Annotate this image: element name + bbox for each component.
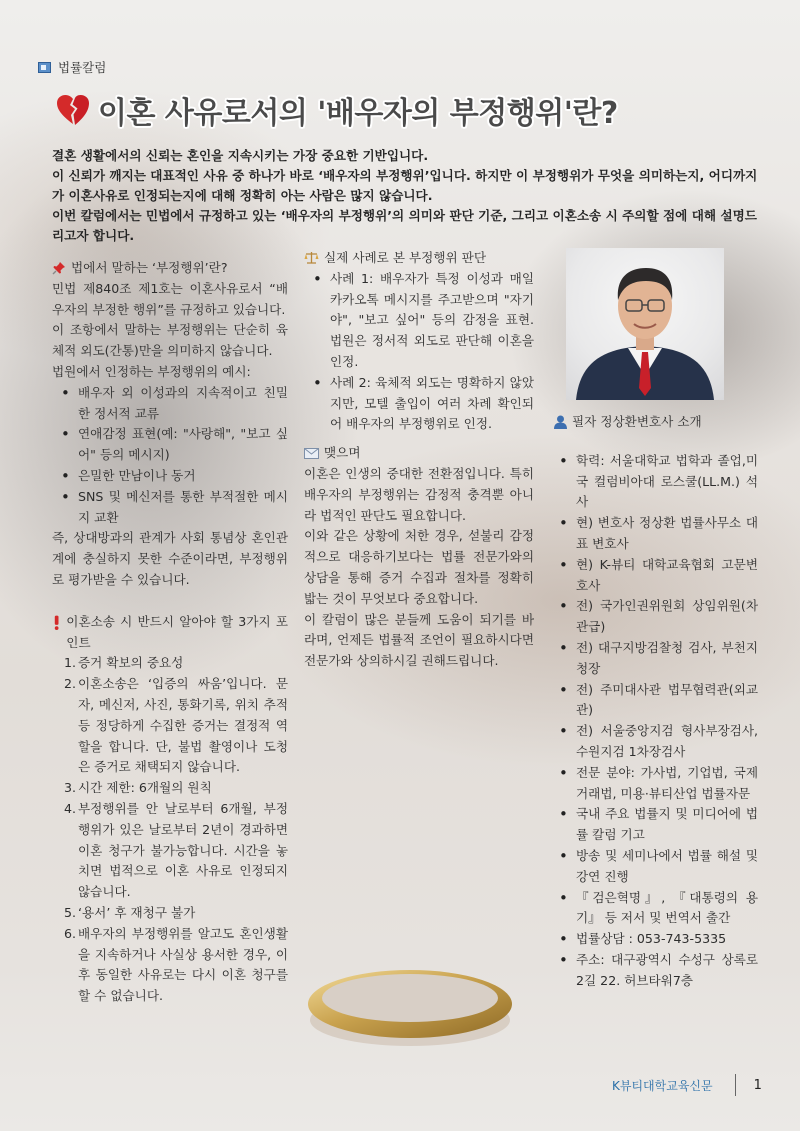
paragraph: 법원에서 인정하는 부정행위의 예시: — [52, 363, 251, 379]
section-heading — [52, 258, 288, 279]
list-item: • 현) 변호사 정상환 법률사무소 대표 변호사 — [576, 513, 758, 555]
item-text: 시간 제한: 6개월의 원칙 — [78, 780, 212, 796]
example-list — [52, 383, 288, 529]
item-text: ‘용서’ 후 재청구 불가 — [78, 904, 196, 920]
envelope-icon — [304, 448, 319, 459]
paragraph: 민법 제840조 제1호는 이혼사유로서 “배우자의 부정한 행위”를 규정하고 있습니다. — [52, 280, 288, 317]
list-item: • 전) 주미대사관 법무협력관(외교관) — [576, 680, 758, 722]
title-text: 이혼 사유로서의 '배우자의 부정행위'란? — [98, 96, 618, 131]
paragraph: 즉, 상대방과의 관계가 사회 통념상 혼인관계에 충실하지 못한 수준이라면, 부정행위로 평가받을 수 있습니다. — [52, 530, 288, 587]
item-number: 4. — [64, 800, 77, 816]
list-item: • 국내 주요 법률지 및 미디어에 법률 칼럼 기고 — [576, 804, 758, 846]
page-number: 1 — [753, 1077, 762, 1093]
list-item: • 『검은혁명』, 『대통령의 용기』 등 저서 및 번역서 출간 — [576, 888, 758, 930]
item-number: 1. — [64, 655, 77, 671]
list-item — [64, 799, 288, 903]
wedding-ring-image — [300, 960, 520, 1055]
list-item: • 전) 서울중앙지검 형사부장검사, 수원지검 1차장검사 — [576, 721, 758, 763]
section-heading — [304, 248, 534, 269]
paragraph: 이 칼럼이 많은 분들께 도움이 되기를 바라며, 언제든 법률적 조언이 필요하시다면 전문가와 상의하시길 권해드립니다. — [304, 611, 534, 669]
section-heading — [52, 612, 288, 654]
list-item — [64, 903, 288, 924]
column-right — [554, 412, 758, 992]
item-number: 3. — [64, 780, 77, 796]
paragraph: 이와 같은 상황에 처한 경우, 섣불리 감정적으로 대응하기보다는 법률 전문가와의 상담을 통해 증거 수집과 절차를 정확히 밟는 것이 무엇보다 중요합니다. — [304, 528, 534, 606]
list-item: • 전) 국가인권위원회 상임위원(차관급) — [576, 596, 758, 638]
heading-text: 실제 사례로 본 부정행위 판단 — [324, 250, 486, 265]
list-item: • 은밀한 만남이나 동거 — [78, 466, 288, 487]
section-tag — [38, 58, 106, 76]
page-footer — [612, 1074, 762, 1096]
heading-text: 이혼소송 시 반드시 알아야 할 3가지 포인트 — [66, 613, 288, 650]
section-heading — [554, 412, 758, 433]
item-text: 이혼소송은 ‘입증의 싸움’입니다. 문자, 메신저, 사진, 통화기록, 위치 추적 등 정당하게 수집한 증거는 결정적 역할을 합니다. 단, 불법 촬영이나 도청은 증거로 채택되지 않습니다. — [78, 676, 288, 775]
heading-text: 필자 정상환변호사 소개 — [572, 414, 702, 429]
list-item: • 배우자 외 이성과의 지속적이고 친밀한 정서적 교류 — [78, 383, 288, 425]
list-item: • 전) 대구지방검찰청 검사, 부천지청장 — [576, 638, 758, 680]
list-item: • 전문 분야: 가사법, 기업법, 국제거래법, 미용·뷰티산업 법률자문 — [576, 763, 758, 805]
item-number: 6. — [64, 925, 77, 941]
paragraph: 이 조항에서 말하는 부정행위는 단순히 육체적 외도(간통)만을 의미하지 않습니다. — [52, 322, 288, 359]
column-left — [52, 258, 288, 1007]
list-item: • 학력: 서울대학교 법학과 졸업,미국 컬럼비아대 로스쿨(LL.M.) 석사 — [576, 451, 758, 513]
intro-paragraph — [52, 146, 758, 246]
list-item: • 법률상담 : 053-743-5335 — [576, 929, 758, 950]
item-number: 5. — [64, 904, 77, 920]
author-photo — [566, 248, 724, 400]
case-list — [304, 269, 534, 435]
list-item: • SNS 및 메신저를 통한 부적절한 메시지 교환 — [78, 487, 288, 529]
person-icon — [554, 415, 567, 429]
list-item: • 연애감정 표현(예: "사랑해", "보고 싶어" 등의 메시지) — [78, 424, 288, 466]
broken-heart-icon — [56, 94, 90, 126]
list-item: • 사례 2: 육체적 외도는 명확하지 않았지만, 모텔 출입이 여러 차례 확인되어 배우자의 부정행위로 인정. — [330, 373, 534, 435]
list-item — [64, 924, 288, 1007]
list-item: • 현) K-뷰티 대학교육협회 고문변호사 — [576, 555, 758, 597]
document-icon — [38, 62, 51, 73]
list-item — [64, 778, 288, 799]
page-title — [56, 88, 756, 132]
list-item — [64, 653, 288, 674]
item-text: 부정행위를 안 날로부터 6개월, 부정행위가 있은 날로부터 2년이 경과하면 이혼 청구가 불가능합니다. 시간을 놓치면 법적으로 이혼 사유로 인정되지 않습니다. — [78, 800, 288, 900]
intro-line: 이번 칼럼에서는 민법에서 규정하고 있는 ‘배우자의 부정행위’의 의미와 판단 기준, 그리고 이혼소송 시 주의할 점에 대해 설명드리고자 합니다. — [52, 208, 757, 243]
item-text: 증거 확보의 중요성 — [78, 655, 184, 671]
intro-line: 결혼 생활에서의 신뢰는 혼인을 지속시키는 가장 중요한 기반입니다. — [52, 148, 429, 163]
item-number: 2. — [64, 676, 77, 692]
publisher-name: K뷰티대학교육신문 — [612, 1078, 713, 1093]
section-heading — [304, 443, 534, 464]
list-item: • 사례 1: 배우자가 특정 이성과 매일 카카오톡 메시지를 주고받으며 "자기야", "보고 싶어" 등의 감정을 표현. 법원은 정서적 외도로 판단해 이혼을 인정. — [330, 269, 534, 373]
item-text: 배우자의 부정행위를 알고도 혼인생활을 지속하거나 사실상 용서한 경우, 이후 동일한 사유로는 다시 이혼 청구를 할 수 없습니다. — [78, 925, 288, 1004]
intro-line: 이 신뢰가 깨지는 대표적인 사유 중 하나가 바로 ‘배우자의 부정행위’입니다. 하지만 이 부정행위가 무엇을 의미하는지, 어디까지가 이혼사유로 인정되는지에 대해 정확히 아는 사람은 많지 않습니다. — [52, 168, 758, 203]
points-list — [52, 653, 288, 1007]
pushpin-icon — [52, 261, 66, 275]
list-item — [64, 674, 288, 778]
list-item: • 주소: 대구광역시 수성구 상록로2길 22. 허브타워7층 — [576, 950, 758, 992]
exclamation-icon — [52, 615, 61, 631]
heading-text: 법에서 말하는 ‘부정행위’란? — [71, 260, 228, 275]
list-item: • 방송 및 세미나에서 법률 해설 및 강연 진행 — [576, 846, 758, 888]
paragraph: 이혼은 인생의 중대한 전환점입니다. 특히 배우자의 부정행위는 감정적 충격뿐 아니라 법적인 판단도 필요합니다. — [304, 465, 534, 523]
heading-text: 맺으며 — [324, 445, 361, 461]
scales-icon — [304, 251, 319, 265]
section-label: 법률칼럼 — [58, 60, 107, 75]
column-middle — [304, 248, 534, 672]
footer-divider — [735, 1074, 736, 1096]
author-profile-list — [554, 451, 758, 992]
